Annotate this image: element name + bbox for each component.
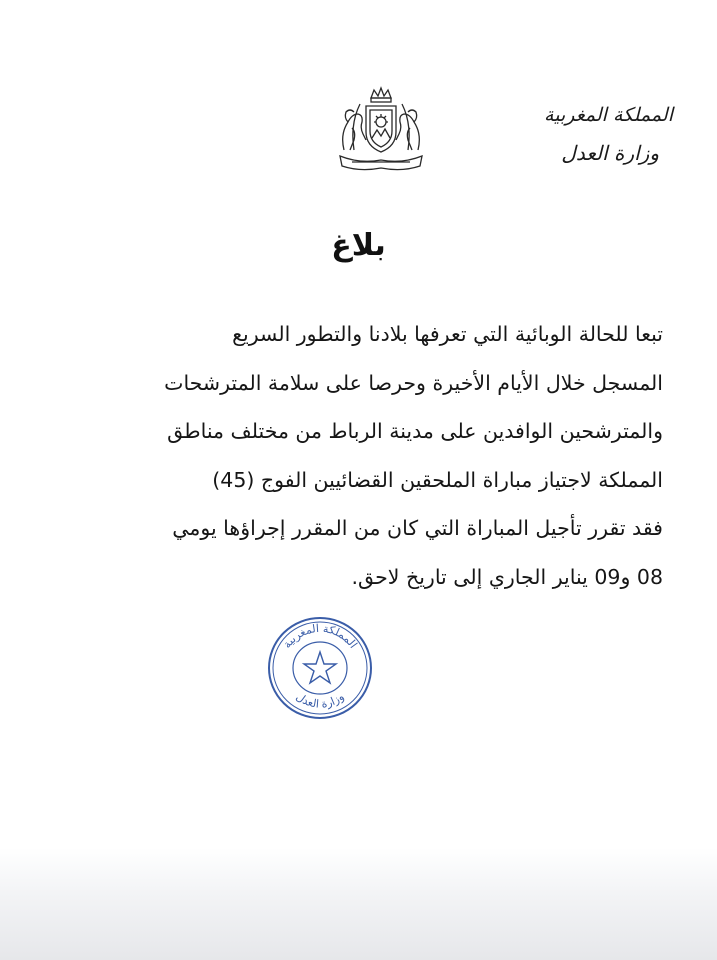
letterhead <box>544 96 673 172</box>
announcement-body <box>118 310 663 601</box>
body-line: 08 و09 يناير الجاري إلى تاريخ لاحق. <box>351 564 663 589</box>
stamp-bottom-text: وزارة العدل <box>293 690 347 711</box>
body-line: المسجل خلال الأيام الأخيرة وحرصا على سلامة المترشحات <box>164 370 663 395</box>
stamp-top-text: المملكة المغربية <box>280 621 360 651</box>
body-line: تبعا للحالة الوبائية التي تعرفها بلادنا والتطور السريع <box>232 322 663 346</box>
star-icon <box>304 652 336 683</box>
letterhead-ministry: وزارة العدل <box>561 141 659 165</box>
svg-text:وزارة العدل <box>294 690 347 711</box>
official-stamp <box>265 614 375 722</box>
document-title: بلاغ <box>331 228 386 263</box>
letterhead-kingdom: المملكة المغربية <box>544 104 673 126</box>
body-line: فقد تقرر تأجيل المباراة التي كان من المقرر إجراؤها يومي <box>172 516 663 540</box>
coat-of-arms-icon <box>330 84 432 178</box>
page-bottom-shade <box>0 848 717 960</box>
body-line: والمترشحين الوافدين على مدينة الرباط من مختلف مناطق <box>167 419 663 443</box>
body-line: المملكة لاجتياز مباراة الملحقين القضائيين الفوج (45) <box>212 467 663 492</box>
